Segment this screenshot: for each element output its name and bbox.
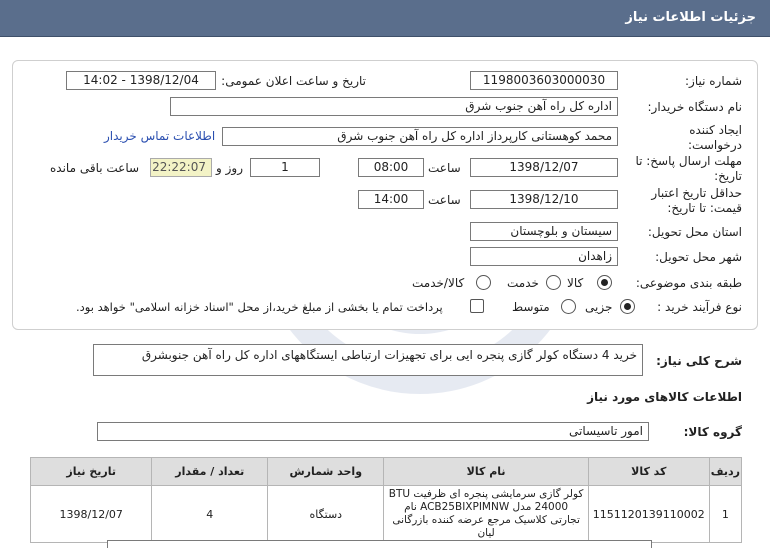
validity-label: حداقل تاریخ اعتبار قیمت: تا تاریخ: bbox=[651, 186, 742, 215]
cell-date: 1398/12/07 bbox=[31, 486, 152, 543]
deadline-date-field: 1398/12/07 bbox=[470, 158, 618, 177]
cell-unit: دستگاه bbox=[268, 486, 384, 543]
summary-label: شرح کلی نیاز: bbox=[656, 354, 742, 368]
category-goods-label: کالا bbox=[567, 276, 584, 290]
remaining-label: ساعت باقی مانده bbox=[50, 161, 140, 175]
need-number-field: 1198003603000030 bbox=[470, 71, 618, 90]
category-label: طبقه بندی موضوعی: bbox=[635, 276, 742, 290]
process-medium-label: متوسط bbox=[512, 300, 550, 314]
col-name: نام کالا bbox=[384, 458, 588, 486]
province-label: استان محل تحویل: bbox=[647, 225, 742, 239]
announce-label: تاریخ و ساعت اعلان عمومی: bbox=[221, 74, 366, 88]
days-label: روز و bbox=[216, 161, 243, 175]
category-service-label: خدمت bbox=[507, 276, 539, 290]
process-minor-label: جزیی bbox=[585, 300, 613, 314]
goods-group-label: گروه کالا: bbox=[683, 425, 742, 439]
deadline-label: مهلت ارسال پاسخ: تا تاریخ: bbox=[635, 154, 742, 183]
deadline-time-field: 08:00 bbox=[358, 158, 424, 177]
cell-code: 1151120139110002 bbox=[588, 486, 709, 543]
treasury-note: پرداخت تمام یا بخشی از مبلغ خرید،از محل "اسناد خزانه اسلامی" خواهد بود. bbox=[76, 300, 443, 314]
page-header bbox=[0, 0, 770, 37]
process-minor-radio[interactable] bbox=[620, 299, 635, 314]
province-field: سیستان و بلوچستان bbox=[470, 222, 618, 241]
col-unit: واحد شمارش bbox=[268, 458, 384, 486]
city-field: زاهدان bbox=[470, 247, 618, 266]
requester-label: ایجاد کننده درخواست: bbox=[688, 123, 742, 152]
col-qty: تعداد / مقدار bbox=[152, 458, 268, 486]
description-box bbox=[107, 540, 652, 548]
category-service-radio[interactable] bbox=[546, 275, 561, 290]
page-title: جزئیات اطلاعات نیاز bbox=[625, 10, 756, 25]
goods-group-field: امور تاسیساتی bbox=[97, 422, 649, 441]
process-label: نوع فرآیند خرید : bbox=[657, 300, 742, 314]
buyer-field: اداره کل راه آهن جنوب شرق bbox=[170, 97, 618, 116]
col-code: کد کالا bbox=[588, 458, 709, 486]
category-goods-radio[interactable] bbox=[597, 275, 612, 290]
buyer-label: نام دستگاه خریدار: bbox=[647, 100, 742, 114]
cell-name: کولر گازی سرمایشی پنجره ای ظرفیت BTU 24000 مدل ACB25BIXPIMNW نام تجارتی کلاسیک مرجع عرضه کننده بازرگانی لیان bbox=[384, 486, 588, 543]
validity-date-field: 1398/12/10 bbox=[470, 190, 618, 209]
goods-table bbox=[30, 457, 742, 543]
table-row bbox=[31, 486, 742, 543]
deadline-time-label: ساعت bbox=[428, 161, 461, 175]
summary-field: خرید 4 دستگاه کولر گازی پنجره ایی برای تجهیزات ارتباطی ایستگاههای اداره کل راه آهن جنوبشرق bbox=[93, 344, 643, 376]
validity-time-label: ساعت bbox=[428, 193, 461, 207]
requester-field: محمد کوهستانی کارپرداز اداره کل راه آهن جنوب شرق bbox=[222, 127, 618, 146]
city-label: شهر محل تحویل: bbox=[655, 250, 742, 264]
table-header-row bbox=[31, 458, 742, 486]
goods-section-title: اطلاعات کالاهای مورد نیاز bbox=[587, 390, 742, 404]
category-both-label: کالا/خدمت bbox=[412, 276, 465, 290]
validity-time-field: 14:00 bbox=[358, 190, 424, 209]
buyer-contact-link[interactable]: اطلاعات تماس خریدار bbox=[104, 129, 216, 143]
cell-row: 1 bbox=[709, 486, 741, 543]
col-row: ردیف bbox=[709, 458, 741, 486]
need-number-label: شماره نیاز: bbox=[685, 74, 742, 88]
days-field: 1 bbox=[250, 158, 320, 177]
remaining-time-field: 22:22:07 bbox=[150, 158, 212, 177]
treasury-checkbox[interactable] bbox=[470, 299, 484, 313]
process-medium-radio[interactable] bbox=[561, 299, 576, 314]
announce-field: 1398/12/04 - 14:02 bbox=[66, 71, 216, 90]
cell-qty: 4 bbox=[152, 486, 268, 543]
category-both-radio[interactable] bbox=[476, 275, 491, 290]
col-date: تاریخ نیاز bbox=[31, 458, 152, 486]
